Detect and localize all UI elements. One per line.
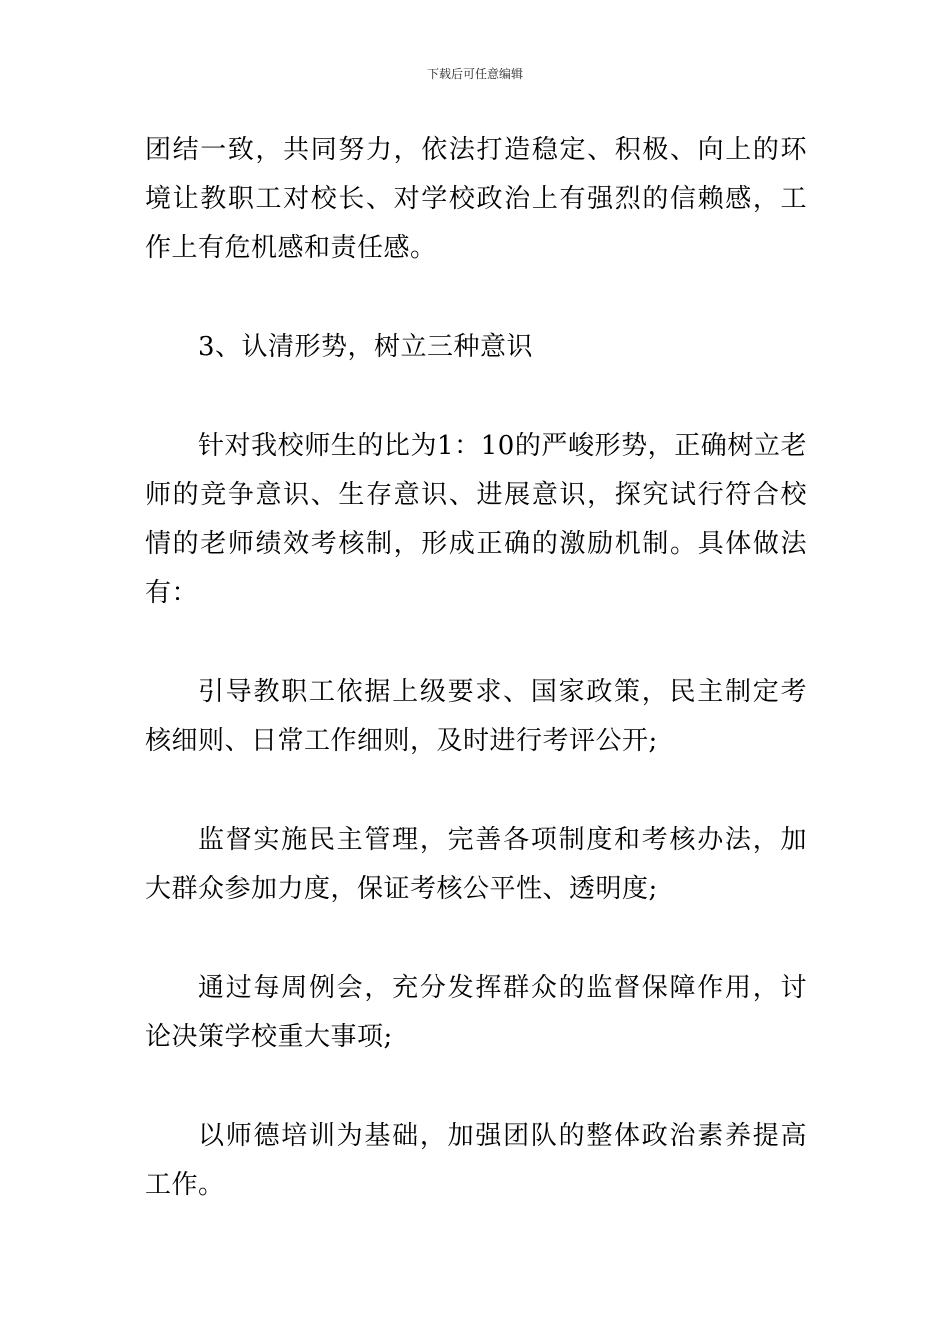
paragraph-situation: 针对我校师生的比为1：10的严峻形势，正确树立老师的竞争意识、生存意识、进展意识，探究试行符合校情的老师绩效考核制，形成正确的激励机制。具体做法有：	[145, 431, 807, 608]
paragraph-weekly-meeting: 通过每周例会，充分发挥群众的监督保障作用，讨论决策学校重大事项;	[145, 973, 807, 1052]
paragraph-environment: 团结一致，共同努力，依法打造稳定、积极、向上的环境让教职工对校长、对学校政治上有强烈的信赖感，工作上有危机感和责任感。	[145, 135, 807, 263]
paragraph-guide-staff: 引导教职工依据上级要求、国家政策，民主制定考核细则、日常工作细则，及时进行考评公开;	[145, 677, 807, 756]
document-body	[145, 126, 807, 1210]
paragraph-ethics-training: 以师德培训为基础，加强团队的整体政治素养提高工作。	[145, 1121, 807, 1200]
page-header: 下载后可任意编辑	[426, 67, 523, 81]
section-heading-three-awareness: 3、认清形势，树立三种意识	[198, 332, 534, 362]
paragraph-democratic-management: 监督实施民主管理，完善各项制度和考核办法，加大群众参加力度，保证考核公平性、透明度;	[145, 825, 807, 904]
